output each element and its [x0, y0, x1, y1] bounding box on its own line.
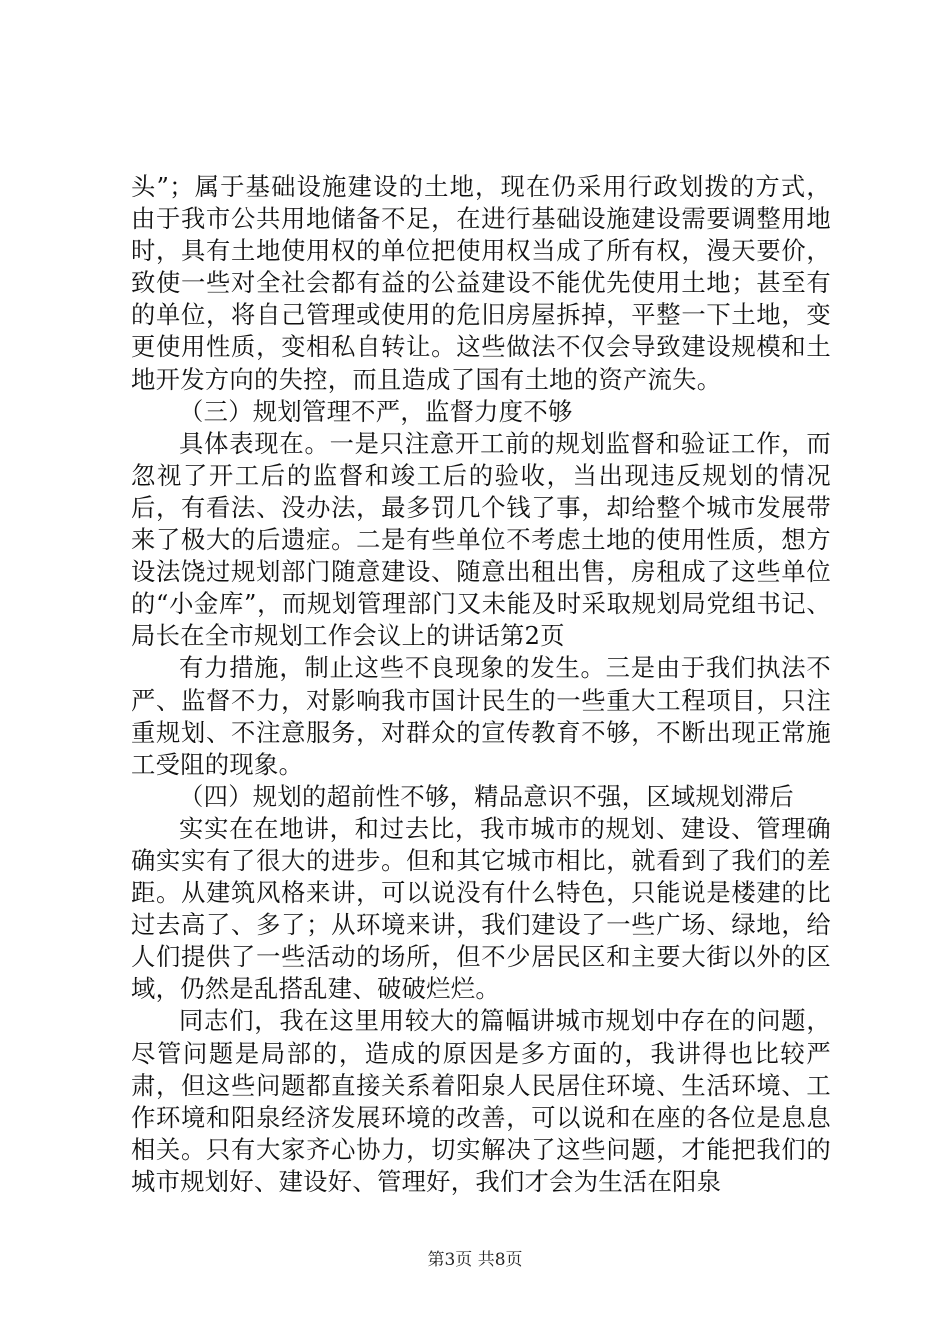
document-body: [131, 171, 831, 1198]
heading-section-3: （三）规划管理不严，监督力度不够: [179, 396, 573, 426]
paragraph-comrades: 同志们，我在这里用较大的篇幅讲城市规划中存在的问题，尽管问题是局部的，造成的原因是多方面的，我讲得也比较严肃，但这些问题都直接关系着阳泉人民居住环境、生活环境、工作环境和阳泉经济发展环境的改善，可以说和在座的各位是息息相关。只有大家齐心协力，切实解决了这些问题，才能把我们的城市规划好、建设好、管理好，我们才会为生活在阳泉: [131, 1006, 831, 1196]
heading-section-4: （四）规划的超前性不够，精品意识不强，区域规划滞后: [179, 781, 794, 811]
paragraph-land-use: 头”；属于基础设施建设的土地，现在仍采用行政划拨的方式，由于我市公共用地储备不足，在进行基础设施建设需要调整用地时，具有土地使用权的单位把使用权当成了所有权，漫天要价，致使一些对全社会都有益的公益建设不能优先使用土地；甚至有的单位，将自己管理或使用的危旧房屋拆掉，平整一下土地，变更使用性质，变相私自转让。这些做法不仅会导致建设规模和土地开发方向的失控，而且造成了国有土地的资产流失。: [131, 172, 831, 394]
paragraph-section-3-measures: 有力措施，制止这些不良现象的发生。三是由于我们执法不严、监督不力，对影响我市国计民生的一些重大工程项目，只注重规划、不注意服务，对群众的宣传教育不够，不断出现正常施工受阻的现象。: [131, 653, 831, 779]
page-number-footer: 第3页 共8页: [427, 1250, 523, 1270]
paragraph-section-3-details: 具体表现在。一是只注意开工前的规划监督和验证工作，而忽视了开工后的监督和竣工后的验收，当出现违反规划的情况后，有看法、没办法，最多罚几个钱了事，却给整个城市发展带来了极大的后遗症。二是有些单位不考虑土地的使用性质，想方设法饶过规划部门随意建设、随意出租出售，房租成了这些单位的“小金库”，而规划管理部门又未能及时采取规划局党组书记、局长在全市规划工作会议上的讲话第2页: [131, 428, 831, 651]
paragraph-section-4-details: 实实在在地讲，和过去比，我市城市的规划、建设、管理确确实实有了很大的进步。但和其它城市相比，就看到了我们的差距。从建筑风格来讲，可以说没有什么特色，只能说是楼建的比过去高了、多了；从环境来讲，我们建设了一些广场、绿地，给人们提供了一些活动的场所，但不少居民区和主要大街以外的区域，仍然是乱搭乱建、破破烂烂。: [131, 813, 831, 1004]
